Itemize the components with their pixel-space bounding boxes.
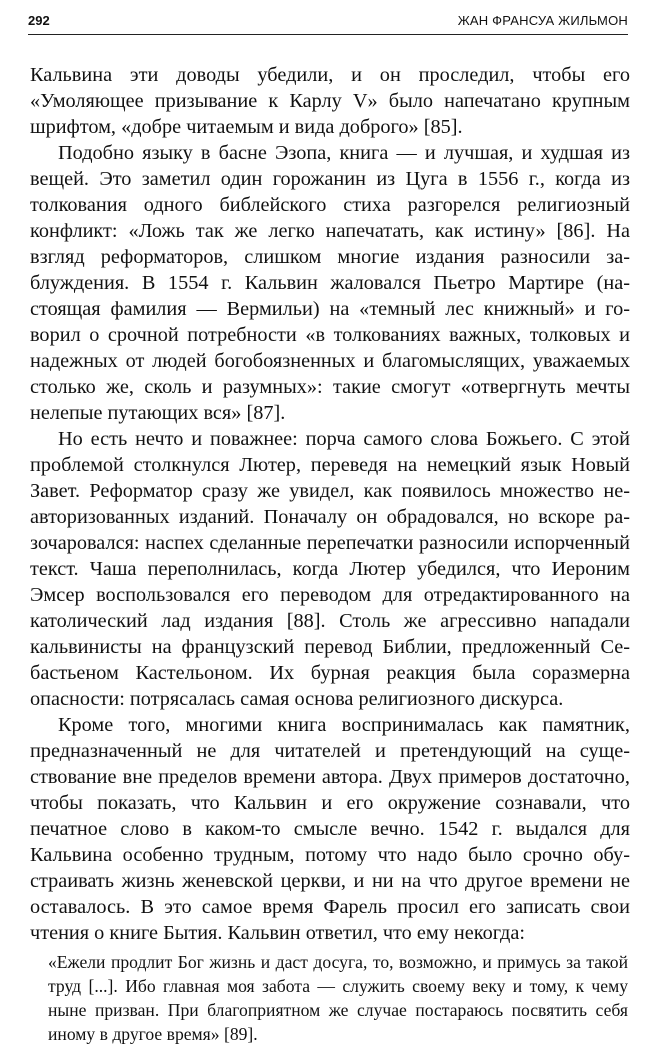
paragraph: Кроме того, многими книга воспринималась как памятник, предназначенный не для читателей и претендующий на существование вне пределов времени автора. Двух примеров достаточно, чтобы показать, что Кальвин и его окружение сознавали, что печатное слово в каком-то смысле вечно. 1542 г. выдался для Кальвина особенно трудным, потому что надо было срочно обустраивать жизнь женевской церкви, и ни на что другое времени не оставалось. В это самое время Фарель просил его записать свои чтения о книге Бытия. Кальвин ответил, что ему некогда: [30, 714, 630, 944]
paragraph: Но есть нечто и поважнее: порча самого слова Божьего. С этой проблемой столкнулся Лютер, переведя на немецкий язык Новый Завет. Реформатор сразу же увидел, как появилось множество неавторизованных изданий. Поначалу он обрадовался, но вскоре разочаровался: наспех сделанные перепечатки разносили испорченный текст. Чаша переполнилась, когда Лютер убедился, что Иероним Эмсер воспользовался его переводом для отредактированного на католический лад издания [88]. Столь же агрессивно нападали кальвинисты на французский перевод Библии, предложенный Себастьеном Кастельоном. Их бурная реакция была соразмерна опасности: потрясалась самая основа религиозного дискурса. [30, 428, 630, 710]
page-header [28, 10, 628, 35]
paragraph: Кальвина эти доводы убедили, и он проследил, чтобы его «Умоляющее призывание к Карлу V» было напечатано крупным шрифтом, «добре читаемым и вида доброго» [85]. [30, 64, 630, 138]
block-quote: «Ежели продлит Бог жизнь и даст досуга, то, возможно, и примусь за такой труд [...]. Ибо главная моя забота — служить своему веку и тому, к чему ныне призван. При благоприятном же случае постараюсь посвятить себя иному в другое время» [89]. [48, 952, 628, 1044]
paragraph: Подобно языку в басне Эзопа, книга — и лучшая, и худшая из вещей. Это заметил один горожанин из Цуга в 1556 г., когда из толкования одного библейского стиха разгорелся религиозный конфликт: «Ложь так же легко напечатать, как истину» [86]. На взгляд реформаторов, слишком многие издания разносили заблуждения. В 1554 г. Кальвин жаловался Пьетро Мартире (настоящая фамилия — Вермильи) на «темный лес книжный» и говорил о срочной потребности «в толкованиях важных, толковых и надежных от людей богобоязненных и благомыслящих, уважаемых столько же, сколь и разумных»: такие смогут «отвергнуть мечты нелепые путающих вся» [87]. [30, 142, 630, 424]
running-head: ЖАН ФРАНСУА ЖИЛЬМОН [457, 13, 628, 28]
page-number: 292 [28, 13, 50, 28]
body-text [30, 62, 630, 946]
